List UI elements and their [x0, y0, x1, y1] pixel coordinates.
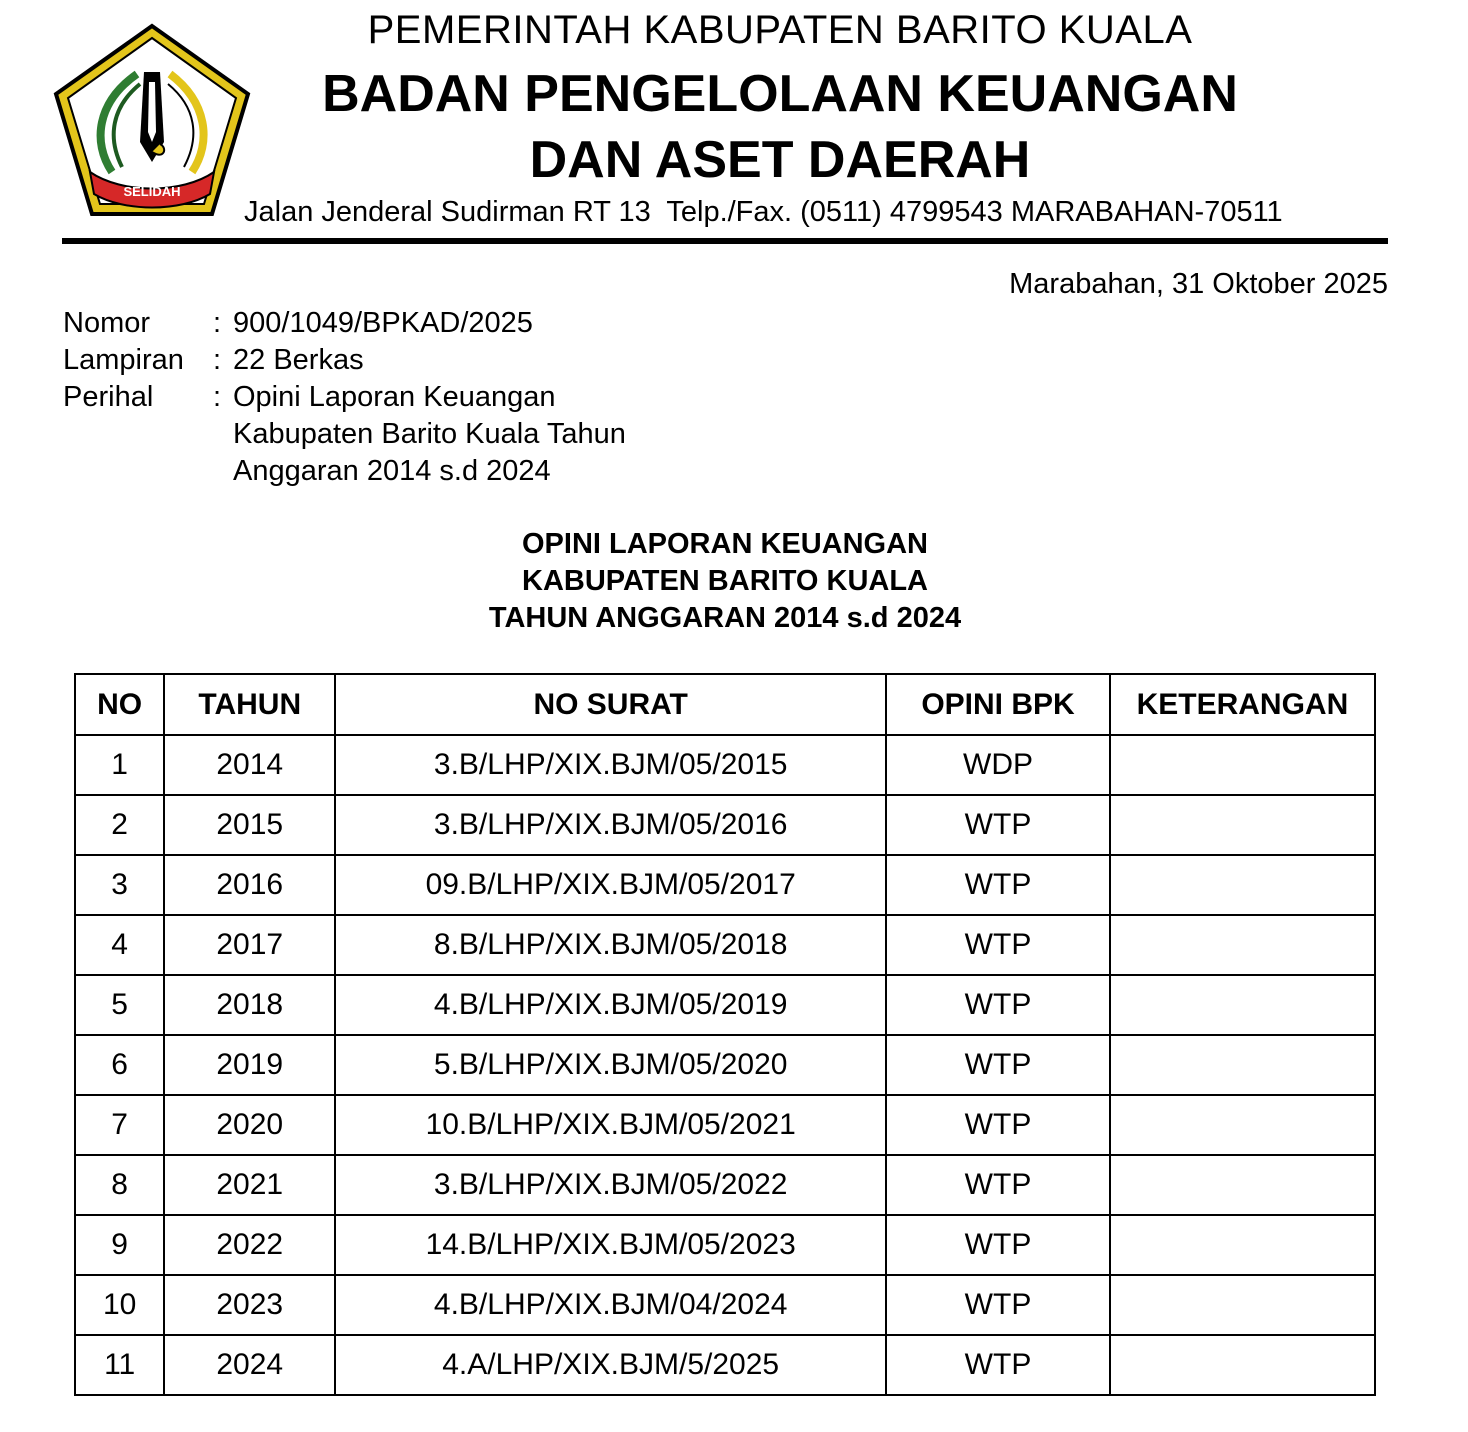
header-address: Jalan Jenderal Sudirman RT 13 Telp./Fax. (0511) 4799543 MARABAHAN-70511 [244, 196, 1283, 228]
cell-no-surat: 8.B/LHP/XIX.BJM/05/2018 [335, 915, 886, 975]
column-header-no-surat: NO SURAT [335, 674, 886, 735]
cell-keterangan [1110, 855, 1375, 915]
table-row [75, 915, 1375, 975]
table-row [75, 975, 1375, 1035]
cell-opini-bpk: WTP [886, 915, 1110, 975]
table-row [75, 1155, 1375, 1215]
meta-label-lampiran: Lampiran [63, 344, 184, 376]
header-government-name: PEMERINTAH KABUPATEN BARITO KUALA [367, 8, 1193, 52]
meta-value-perihal-line2: Kabupaten Barito Kuala Tahun [233, 418, 626, 450]
cell-no-surat: 4.B/LHP/XIX.BJM/05/2019 [335, 975, 886, 1035]
meta-row-lampiran [63, 342, 626, 379]
cell-opini-bpk: WDP [886, 735, 1110, 795]
cell-tahun: 2020 [164, 1095, 335, 1155]
cell-opini-bpk: WTP [886, 1155, 1110, 1215]
column-header-opini-bpk: OPINI BPK [886, 674, 1110, 735]
cell-tahun: 2023 [164, 1275, 335, 1335]
table-row [75, 1215, 1375, 1275]
meta-colon: : [213, 344, 222, 376]
letter-meta [63, 305, 626, 490]
cell-no-surat: 3.B/LHP/XIX.BJM/05/2015 [335, 735, 886, 795]
meta-label-perihal: Perihal [63, 381, 154, 413]
cell-opini-bpk: WTP [886, 975, 1110, 1035]
cell-keterangan [1110, 1155, 1375, 1215]
cell-opini-bpk: WTP [886, 1095, 1110, 1155]
cell-opini-bpk: WTP [886, 1035, 1110, 1095]
cell-no: 2 [75, 795, 164, 855]
cell-tahun: 2017 [164, 915, 335, 975]
cell-no-surat: 5.B/LHP/XIX.BJM/05/2020 [335, 1035, 886, 1095]
cell-no: 8 [75, 1155, 164, 1215]
cell-no-surat: 14.B/LHP/XIX.BJM/05/2023 [335, 1215, 886, 1275]
document-title-line1: OPINI LAPORAN KEUANGAN [521, 528, 928, 560]
cell-opini-bpk: WTP [886, 1275, 1110, 1335]
letterhead-divider [62, 238, 1388, 244]
cell-tahun: 2024 [164, 1335, 335, 1395]
cell-keterangan [1110, 1275, 1375, 1335]
barito-kuala-emblem-icon [52, 22, 252, 222]
table-row [75, 1035, 1375, 1095]
column-header-tahun: TAHUN [164, 674, 335, 735]
meta-colon: : [213, 381, 222, 413]
meta-value-nomor: 900/1049/BPKAD/2025 [233, 307, 533, 339]
meta-value-perihal-line3: Anggaran 2014 s.d 2024 [233, 455, 551, 487]
document-title-line2: KABUPATEN BARITO KUALA [522, 565, 928, 597]
cell-keterangan [1110, 1335, 1375, 1395]
cell-no: 6 [75, 1035, 164, 1095]
table-row [75, 795, 1375, 855]
cell-no: 5 [75, 975, 164, 1035]
cell-no: 7 [75, 1095, 164, 1155]
cell-keterangan [1110, 915, 1375, 975]
table-row [75, 855, 1375, 915]
cell-opini-bpk: WTP [886, 855, 1110, 915]
table-row [75, 735, 1375, 795]
cell-no: 1 [75, 735, 164, 795]
document-title-line3: TAHUN ANGGARAN 2014 s.d 2024 [488, 602, 962, 634]
column-header-keterangan: KETERANGAN [1110, 674, 1375, 735]
cell-keterangan [1110, 1035, 1375, 1095]
cell-tahun: 2019 [164, 1035, 335, 1095]
cell-tahun: 2021 [164, 1155, 335, 1215]
table-header-row [75, 674, 1375, 735]
cell-no: 10 [75, 1275, 164, 1335]
meta-value-lampiran: 22 Berkas [233, 344, 364, 376]
cell-no: 11 [75, 1335, 164, 1395]
cell-tahun: 2022 [164, 1215, 335, 1275]
cell-opini-bpk: WTP [886, 1215, 1110, 1275]
meta-row-perihal-cont [63, 416, 626, 453]
cell-no-surat: 10.B/LHP/XIX.BJM/05/2021 [335, 1095, 886, 1155]
cell-keterangan [1110, 795, 1375, 855]
table-row [75, 1095, 1375, 1155]
header-agency-name-line1: BADAN PENGELOLAAN KEUANGAN [322, 65, 1238, 123]
cell-keterangan [1110, 1215, 1375, 1275]
cell-keterangan [1110, 735, 1375, 795]
cell-no: 3 [75, 855, 164, 915]
letter-date: Marabahan, 31 Oktober 2025 [1009, 268, 1388, 300]
cell-keterangan [1110, 1095, 1375, 1155]
meta-colon: : [213, 307, 222, 339]
cell-keterangan [1110, 975, 1375, 1035]
opini-table [74, 673, 1376, 1396]
cell-no-surat: 4.A/LHP/XIX.BJM/5/2025 [335, 1335, 886, 1395]
table-row [75, 1335, 1375, 1395]
column-header-no: NO [75, 674, 164, 735]
cell-opini-bpk: WTP [886, 1335, 1110, 1395]
cell-no-surat: 4.B/LHP/XIX.BJM/04/2024 [335, 1275, 886, 1335]
cell-no-surat: 3.B/LHP/XIX.BJM/05/2022 [335, 1155, 886, 1215]
logo-ribbon-text: SELIDAH [123, 184, 181, 199]
cell-no: 4 [75, 915, 164, 975]
cell-tahun: 2014 [164, 735, 335, 795]
meta-row-nomor [63, 305, 626, 342]
meta-value-perihal-line1: Opini Laporan Keuangan [233, 381, 556, 413]
meta-label-nomor: Nomor [63, 307, 151, 339]
cell-opini-bpk: WTP [886, 795, 1110, 855]
cell-tahun: 2015 [164, 795, 335, 855]
cell-tahun: 2018 [164, 975, 335, 1035]
cell-tahun: 2016 [164, 855, 335, 915]
document-title [0, 526, 1450, 637]
header-agency-name-line2: DAN ASET DAERAH [529, 131, 1031, 189]
cell-no-surat: 3.B/LHP/XIX.BJM/05/2016 [335, 795, 886, 855]
meta-row-perihal [63, 379, 626, 416]
table-row [75, 1275, 1375, 1335]
cell-no-surat: 09.B/LHP/XIX.BJM/05/2017 [335, 855, 886, 915]
cell-no: 9 [75, 1215, 164, 1275]
meta-row-perihal-cont [63, 453, 626, 490]
